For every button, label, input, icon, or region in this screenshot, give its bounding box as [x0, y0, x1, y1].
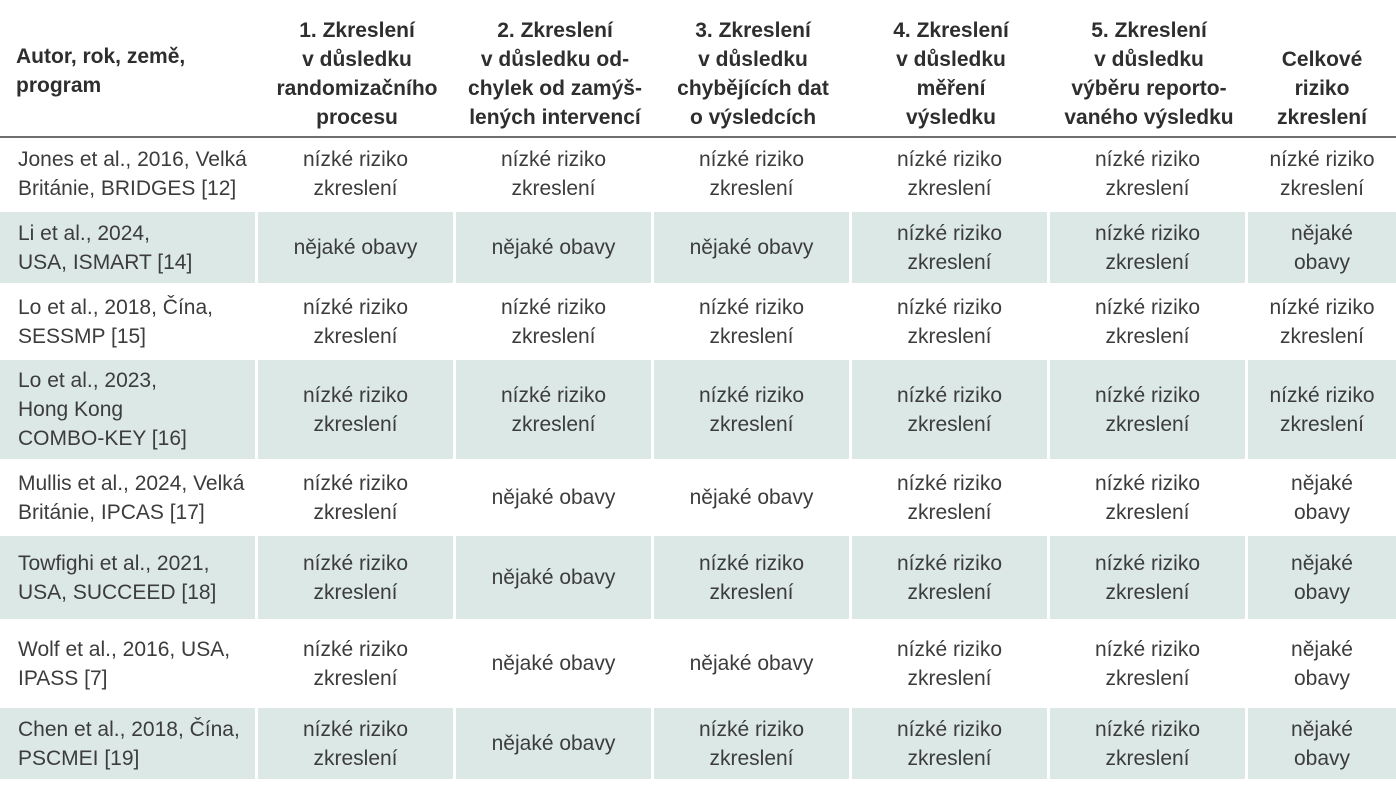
cell-domain-1: nízké riziko zkreslení [258, 360, 456, 462]
table-row [0, 212, 1396, 286]
cell-domain-2: nízké riziko zkreslení [456, 360, 654, 462]
cell-overall: nějaké obavy [1248, 212, 1396, 286]
cell-domain-1: nízké riziko zkreslení [258, 536, 456, 622]
cell-domain-1: nízké riziko zkreslení [258, 286, 456, 360]
cell-domain-2: nějaké obavy [456, 622, 654, 708]
table-row [0, 462, 1396, 536]
cell-domain-5: nízké riziko zkreslení [1050, 212, 1248, 286]
table-row [0, 622, 1396, 708]
cell-domain-5: nízké riziko zkreslení [1050, 286, 1248, 360]
cell-domain-4: nízké riziko zkreslení [852, 708, 1050, 782]
cell-study: Chen et al., 2018, Čína, PSCMEI [19] [0, 708, 258, 782]
cell-domain-5: nízké riziko zkreslení [1050, 708, 1248, 782]
cell-domain-1: nízké riziko zkreslení [258, 622, 456, 708]
cell-domain-4: nízké riziko zkreslení [852, 286, 1050, 360]
cell-domain-2: nízké riziko zkreslení [456, 138, 654, 212]
cell-domain-2: nízké riziko zkreslení [456, 286, 654, 360]
table-row [0, 536, 1396, 622]
cell-domain-3: nízké riziko zkreslení [654, 286, 852, 360]
cell-domain-1: nízké riziko zkreslení [258, 138, 456, 212]
cell-domain-5: nízké riziko zkreslení [1050, 360, 1248, 462]
cell-domain-2: nějaké obavy [456, 212, 654, 286]
header-row [0, 0, 1396, 138]
cell-domain-5: nízké riziko zkreslení [1050, 462, 1248, 536]
cell-domain-3: nějaké obavy [654, 212, 852, 286]
header-domain-4: 4. Zkreslení v důsledku měření výsledku [852, 0, 1050, 138]
cell-study: Mullis et al., 2024, Velká Británie, IPCAS [17] [0, 462, 258, 536]
cell-study: Wolf et al., 2016, USA, IPASS [7] [0, 622, 258, 708]
cell-domain-3: nízké riziko zkreslení [654, 536, 852, 622]
cell-overall: nízké riziko zkreslení [1248, 360, 1396, 462]
cell-domain-3: nízké riziko zkreslení [654, 708, 852, 782]
cell-domain-2: nějaké obavy [456, 536, 654, 622]
header-domain-2: 2. Zkreslení v důsledku od- chylek od zamýš- lených intervencí [456, 0, 654, 138]
cell-domain-2: nějaké obavy [456, 462, 654, 536]
cell-domain-3: nízké riziko zkreslení [654, 138, 852, 212]
header-domain-3: 3. Zkreslení v důsledku chybějících dat o výsledcích [654, 0, 852, 138]
cell-study: Towfighi et al., 2021, USA, SUCCEED [18] [0, 536, 258, 622]
cell-domain-1: nízké riziko zkreslení [258, 708, 456, 782]
cell-study: Lo et al., 2023, Hong Kong COMBO-KEY [16] [0, 360, 258, 462]
header-domain-1: 1. Zkreslení v důsledku randomizačního procesu [258, 0, 456, 138]
cell-domain-4: nízké riziko zkreslení [852, 462, 1050, 536]
header-overall: Celkové riziko zkreslení [1248, 0, 1396, 138]
table-row [0, 708, 1396, 782]
cell-domain-5: nízké riziko zkreslení [1050, 622, 1248, 708]
table-row [0, 360, 1396, 462]
cell-overall: nízké riziko zkreslení [1248, 286, 1396, 360]
cell-domain-4: nízké riziko zkreslení [852, 138, 1050, 212]
cell-domain-1: nízké riziko zkreslení [258, 462, 456, 536]
cell-domain-3: nízké riziko zkreslení [654, 360, 852, 462]
cell-domain-2: nějaké obavy [456, 708, 654, 782]
cell-domain-1: nějaké obavy [258, 212, 456, 286]
cell-overall: nějaké obavy [1248, 622, 1396, 708]
cell-study: Li et al., 2024, USA, ISMART [14] [0, 212, 258, 286]
table-row [0, 286, 1396, 360]
cell-domain-5: nízké riziko zkreslení [1050, 138, 1248, 212]
cell-domain-5: nízké riziko zkreslení [1050, 536, 1248, 622]
cell-domain-3: nějaké obavy [654, 462, 852, 536]
header-domain-5: 5. Zkreslení v důsledku výběru reporto- vaného výsledku [1050, 0, 1248, 138]
cell-domain-4: nízké riziko zkreslení [852, 360, 1050, 462]
cell-overall: nějaké obavy [1248, 708, 1396, 782]
cell-overall: nějaké obavy [1248, 536, 1396, 622]
cell-domain-4: nízké riziko zkreslení [852, 536, 1050, 622]
cell-domain-3: nějaké obavy [654, 622, 852, 708]
table-row [0, 138, 1396, 212]
cell-domain-4: nízké riziko zkreslení [852, 212, 1050, 286]
cell-overall: nějaké obavy [1248, 462, 1396, 536]
cell-overall: nízké riziko zkreslení [1248, 138, 1396, 212]
header-author: Autor, rok, země, program [0, 0, 258, 138]
cell-study: Jones et al., 2016, Velká Británie, BRIDGES [12] [0, 138, 258, 212]
cell-domain-4: nízké riziko zkreslení [852, 622, 1050, 708]
cell-study: Lo et al., 2018, Čína, SESSMP [15] [0, 286, 258, 360]
